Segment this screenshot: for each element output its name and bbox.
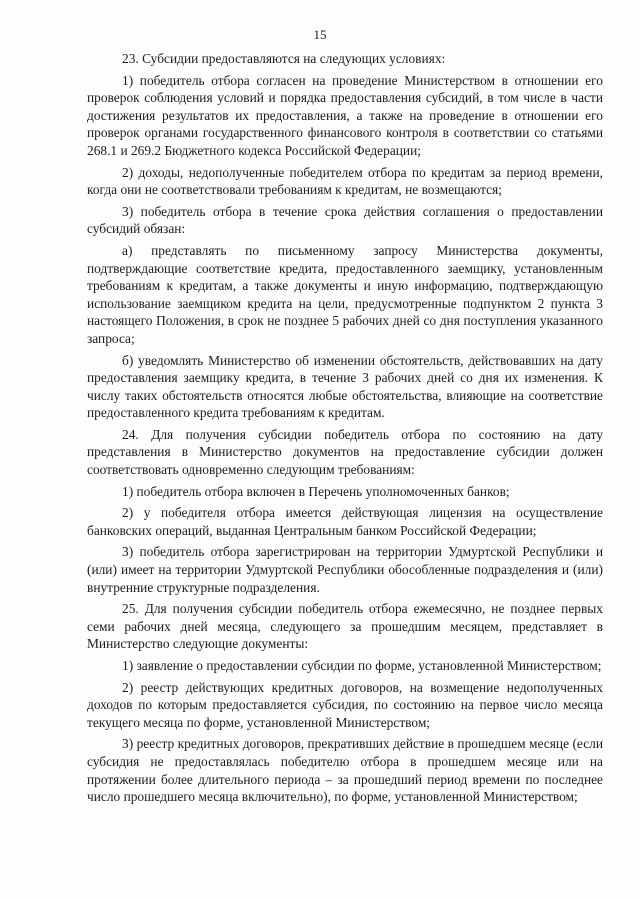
paragraph-25-item-3: 3) реестр кредитных договоров, прекративших действие в прошедшем месяце (если субсидия не предоставлялась победителю отбора в прошедшем месяце или на протяжении более длительного периода – за прошедший период времени по последнее число прошедшего месяца включительно), по форме, установленной Министерством; <box>87 736 603 805</box>
paragraph-23-item-3b: б) уведомлять Министерство об изменении обстоятельств, действовавших на дату предоставления заемщику кредита, в течение 3 рабочих дней со дня их изменения. К числу таких обстоятельств относятся любые обстоятельства, влияющие на соответствие предоставленного кредита требованиям к кредитам. <box>87 352 603 421</box>
paragraph-23-item-1: 1) победитель отбора согласен на проведение Министерством в отношении его проверок соблюдения условий и порядка предоставления субсидий, в том числе в части достижения результатов их предоставления, а также на проведение в отношении его проверок органами государственного финансового контроля в соответствии со статьями 268.1 и 269.2 Бюджетного кодекса Российской Федерации; <box>87 72 603 158</box>
paragraph-23-item-3: 3) победитель отбора в течение срока действия соглашения о предоставлении субсидий обязан: <box>87 203 603 237</box>
paragraph-25-item-2: 2) реестр действующих кредитных договоров, на возмещение недополученных доходов по которым предоставляется субсидия, по состоянию на первое число месяца текущего месяца по форме, установленной Министерством; <box>87 679 603 730</box>
page-number: 15 <box>313 27 327 42</box>
paragraph-24-item-1: 1) победитель отбора включен в Перечень уполномоченных банков; <box>122 483 510 499</box>
paragraph-24-item-2: 2) у победителя отбора имеется действующая лицензия на осуществление банковских операций, выданная Центральным банком Российской Федерации; <box>87 505 603 538</box>
paragraph-23-item-2: 2) доходы, недополученные победителем отбора по кредитам за период времени, когда они не соответствовали требованиям к кредитам, не возмещаются; <box>87 164 603 198</box>
paragraph-24-item-3: 3) победитель отбора зарегистрирован на территории Удмуртской Республики и (или) имеет на территории Удмуртской Республики обособленные подразделения и (или) внутренние структурные подразделения. <box>87 544 603 595</box>
document-body <box>87 50 603 806</box>
paragraph-24-intro: 24. Для получения субсидии победитель отбора по состоянию на дату представления в Министерство документов на предоставление субсидии должен соответствовать одновременно следующим требованиям: <box>87 426 603 478</box>
paragraph-23-intro: 23. Субсидии предоставляются на следующих условиях: <box>122 51 446 66</box>
paragraph-25-item-1: 1) заявление о предоставлении субсидии по форме, установленной Министерством; <box>122 658 602 673</box>
paragraph-25-intro: 25. Для получения субсидии победитель отбора ежемесячно, не позднее первых семи рабочих дней месяца, следующего за прошедшим месяцем, представляет в Министерство следующие документы: <box>87 601 603 652</box>
paragraph-23-item-3a: а) представлять по письменному запросу Министерства документы, подтверждающие соответствие кредита, предоставленного заемщику, установленным требованиям к кредитам, а также документы и иную информацию, подтверждающую использование заемщиком кредита на цели, предусмотренные подпунктом 2 пункта 3 настоящего Положения, в срок не позднее 5 рабочих дней со дня поступления указанного запроса; <box>87 242 603 346</box>
